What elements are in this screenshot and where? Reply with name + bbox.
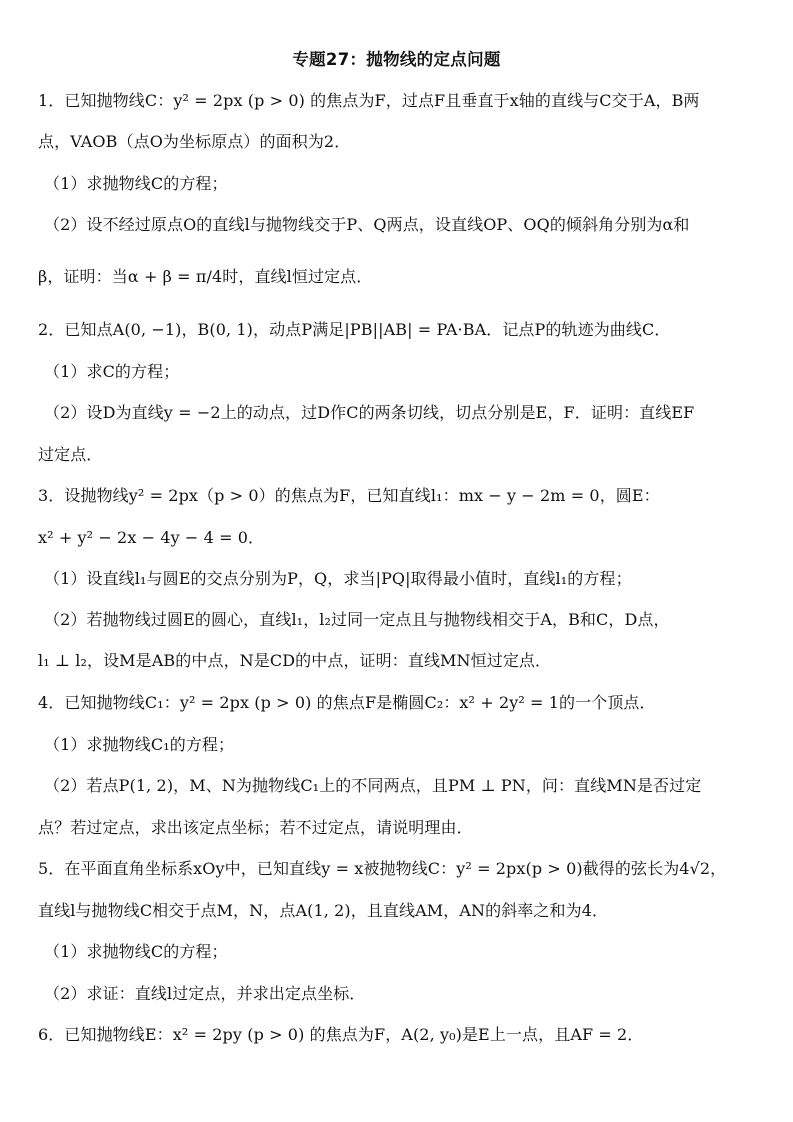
problem-3-line-2: x² + y² − 2x − 4y − 4 = 0． <box>38 528 265 547</box>
problem-1-part-1: （1）求抛物线C的方程； <box>44 174 228 193</box>
problem-4-part-2-line-2: 点？若过定点，求出该定点坐标；若不过定点，请说明理由． <box>38 818 473 837</box>
problem-2-part-1: （1）求C的方程； <box>44 362 180 381</box>
problem-3-part-2-line-2: l₁ ⊥ l₂，设M是AB的中点，N是CD的中点，证明：直线MN恒过定点． <box>38 651 552 670</box>
problem-4-part-2-line-1: （2）若点P(1, 2)，M、N为抛物线C₁上的不同两点，且PM ⊥ PN，问：直线MN是否过定 <box>44 776 702 795</box>
problem-2-part-2-line-1: （2）设D为直线y = −2上的动点，过D作C的两条切线，切点分别是E，F．证明：直线EF <box>44 403 695 422</box>
problem-2-line-1: 2．已知点A(0, −1)，B(0, 1)，动点P满足|PB||AB| = PA·BA．记点P的轨迹为曲线C． <box>38 320 671 339</box>
problem-6-line-1: 6．已知抛物线E：x² = 2py (p > 0) 的焦点为F，A(2, y₀)是E上一点，且AF = 2． <box>38 1025 644 1044</box>
problem-4-line-1: 4．已知抛物线C₁：y² = 2px (p > 0) 的焦点F是椭圆C₂：x² + 2y² = 1的一个顶点． <box>38 693 656 712</box>
page-title: 专题27：抛物线的定点问题 <box>292 50 501 69</box>
problem-4-part-1: （1）求抛物线C₁的方程； <box>44 735 235 754</box>
problem-5-line-1: 5．在平面直角坐标系xOy中，已知直线y = x被抛物线C：y² = 2px(p > 0)截得的弦长为4√2， <box>38 859 727 878</box>
problem-1-line-2: 点，VAOB（点O为坐标原点）的面积为2． <box>38 132 351 151</box>
problem-1-part-2-line-1: （2）设不经过原点O的直线l与抛物线交于P、Q两点，设直线OP、OQ的倾斜角分别为α和 <box>44 215 690 234</box>
problem-5-part-2: （2）求证：直线l过定点，并求出定点坐标． <box>44 984 366 1003</box>
problem-1-line-1: 1．已知抛物线C：y² = 2px (p > 0) 的焦点为F，过点F且垂直于x轴的直线与C交于A，B两 <box>38 91 700 110</box>
problem-3-part-2-line-1: （2）若抛物线过圆E的圆心，直线l₁，l₂过同一定点且与抛物线相交于A，B和C，D点， <box>44 610 670 629</box>
problem-2-part-2-line-2: 过定点． <box>38 445 103 464</box>
problem-3-line-1: 3．设抛物线y² = 2px（p > 0）的焦点为F，已知直线l₁：mx − y − 2m = 0，圆E： <box>38 486 660 505</box>
problem-1-part-2-line-2: β，证明：当α + β = π/4时，直线l恒过定点． <box>38 267 373 286</box>
problem-5-part-1: （1）求抛物线C的方程； <box>44 942 228 961</box>
problem-5-line-2: 直线l与抛物线C相交于点M，N，点A(1, 2)，且直线AM，AN的斜率之和为4． <box>38 901 609 920</box>
problem-3-part-1: （1）设直线l₁与圆E的交点分别为P，Q，求当|PQ|取得最小值时，直线l₁的方程； <box>44 569 632 588</box>
